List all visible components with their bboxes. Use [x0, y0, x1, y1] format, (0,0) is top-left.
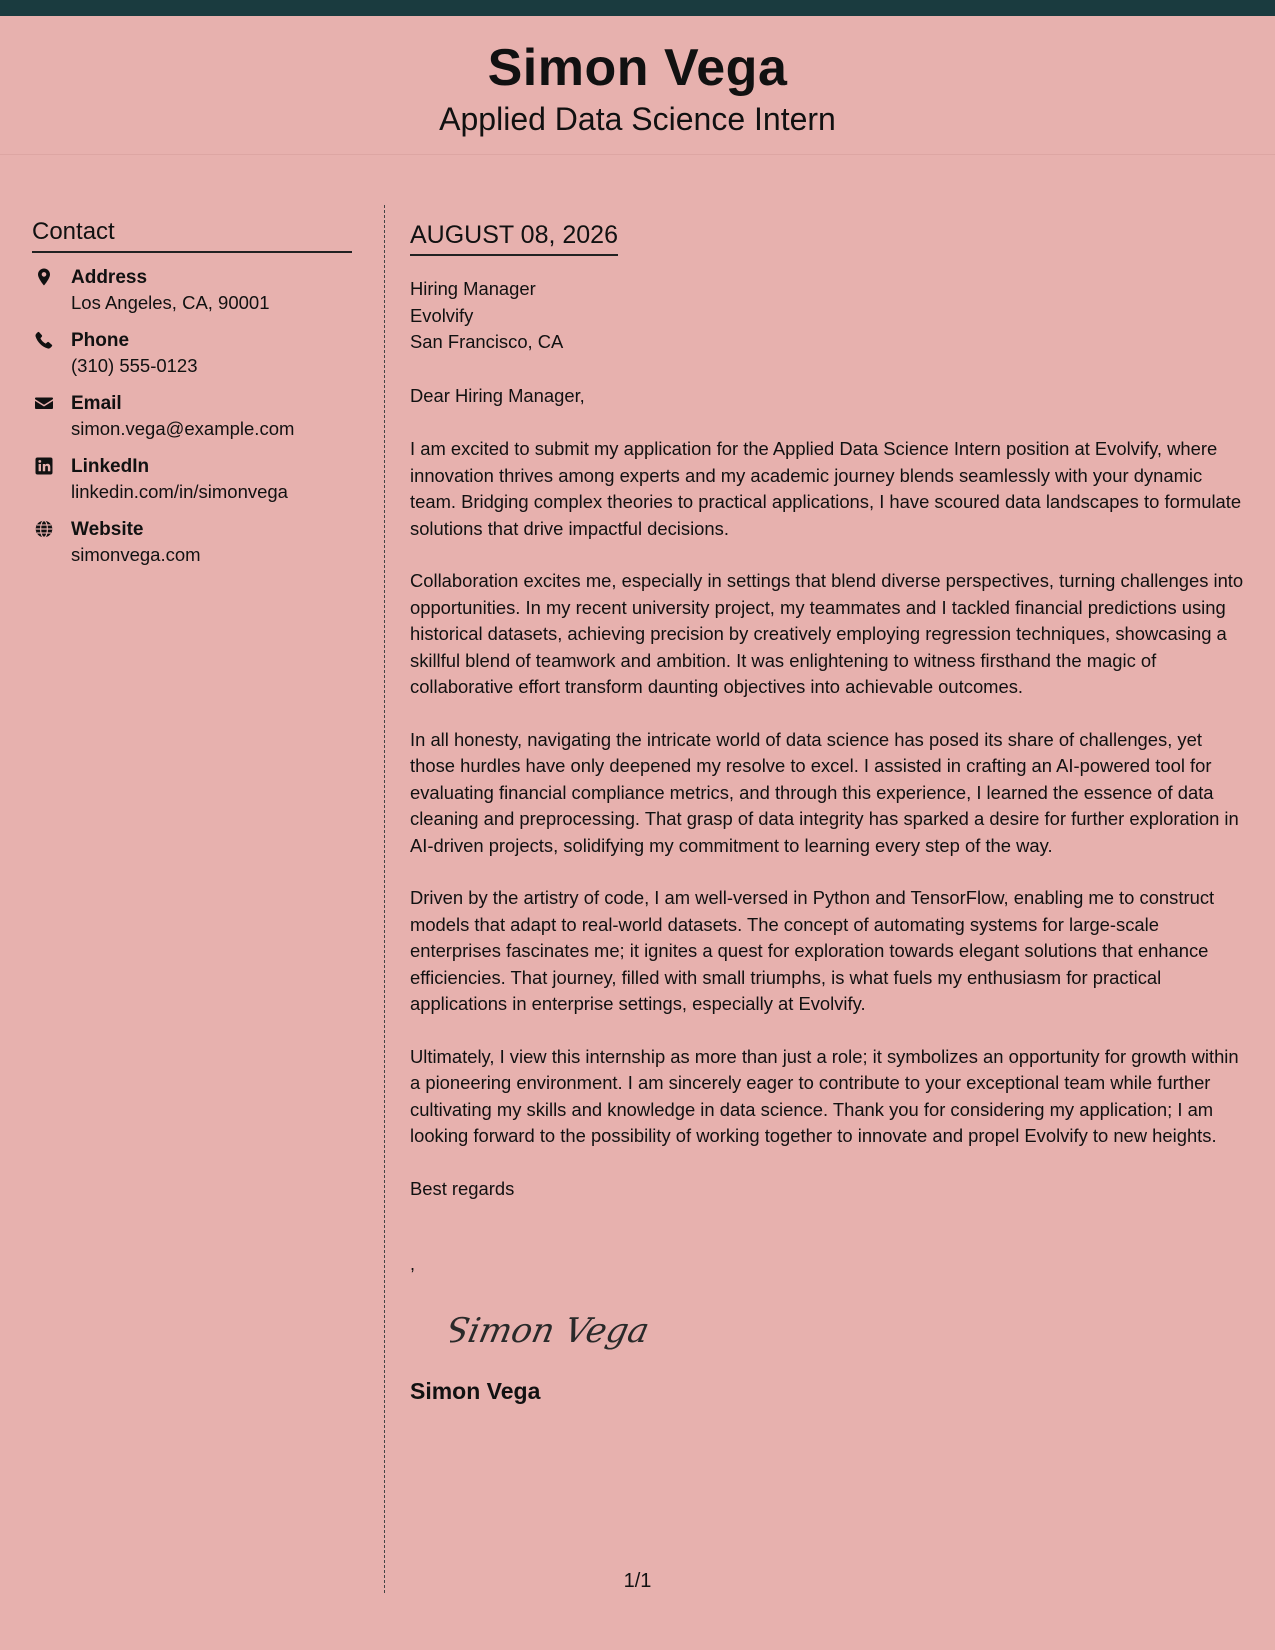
- contact-sidebar: [32, 218, 352, 580]
- letter-body: [410, 220, 1245, 1405]
- handwritten-signature: [450, 1300, 1245, 1360]
- recipient-block: [410, 276, 1245, 356]
- recipient-line: Hiring Manager: [410, 278, 536, 299]
- applicant-role: Applied Data Science Intern: [439, 101, 836, 137]
- applicant-name: Simon Vega: [487, 39, 788, 97]
- contact-value[interactable]: simon.vega@example.com: [71, 417, 295, 439]
- contact-item-linkedin: [32, 454, 352, 517]
- salutation: Dear Hiring Manager,: [410, 384, 585, 406]
- contact-item-address: [32, 265, 352, 328]
- contact-label: Phone: [71, 329, 130, 351]
- contact-label: LinkedIn: [71, 455, 150, 477]
- letter-paragraph: In all honesty, navigating the intricate world of data science has posed its share of challenges, yet those hurdles have only deepened my resolve to excel. I assisted in crafting an AI-powered tool for evaluating financial compliance metrics, and through this experience, I learned the essence of data cleaning and preprocessing. That grasp of data integrity has sparked a desire for further exploration in AI-driven projects, solidifying my commitment to learning every step of the way.: [410, 728, 1239, 856]
- contact-heading: Contact: [32, 218, 352, 253]
- contact-value: Los Angeles, CA, 90001: [71, 291, 270, 313]
- envelope-icon: [34, 393, 54, 413]
- contact-label: Email: [71, 392, 122, 414]
- contact-value: (310) 555-0123: [71, 354, 198, 376]
- globe-icon: [34, 519, 54, 539]
- letter-paragraph: Ultimately, I view this internship as more than just a role; it symbolizes an opportunity for growth within a pioneering environment. I am sincerely eager to contribute to your exceptional team while further cultivating my skills and knowledge in data science. Thank you for considering my application; I am looking forward to the possibility of working together to innovate and propel Evolvify to new heights.: [410, 1045, 1239, 1146]
- top-accent-bar: [0, 0, 1275, 16]
- contact-value[interactable]: simonvega.com: [71, 543, 201, 565]
- column-divider: [384, 205, 385, 1593]
- contact-item-website: [32, 517, 352, 580]
- contact-label: Address: [71, 266, 148, 288]
- linkedin-icon: [34, 456, 54, 476]
- letter-paragraph: I am excited to submit my application for the Applied Data Science Intern position at Evolvify, where innovation thrives among experts and my academic journey blends seamlessly with your dynamic team. Bridging complex theories to practical applications, I have scoured data landscapes to formulate solutions that drive impactful decisions.: [410, 438, 1242, 539]
- closing: Best regards: [410, 1177, 515, 1199]
- signature-glyphs: Simon Vega: [450, 1311, 650, 1351]
- phone-icon: [34, 330, 54, 350]
- closing-comma: ,: [410, 1254, 416, 1274]
- header: [0, 16, 1275, 155]
- contact-label: Website: [71, 518, 144, 540]
- recipient-line: San Francisco, CA: [410, 331, 564, 352]
- letter-date: AUGUST 08, 2026: [410, 220, 618, 256]
- signer-name: Simon Vega: [410, 1378, 541, 1404]
- recipient-line: Evolvify: [410, 304, 474, 326]
- map-pin-icon: [34, 267, 54, 287]
- contact-value[interactable]: linkedin.com/in/simonvega: [71, 480, 288, 502]
- contact-item-phone: [32, 328, 352, 391]
- page-number: 1/1: [623, 1570, 652, 1592]
- letter-paragraph: Collaboration excites me, especially in settings that blend diverse perspectives, turning challenges into opportunities. In my recent university project, my teammates and I tackled financial predictions using historical datasets, achieving precision by creatively employing regression techniques, showcasing a skillful blend of teamwork and ambition. It was enlightening to witness firsthand the magic of collaborative effort transform daunting objectives into achievable outcomes.: [410, 570, 1244, 697]
- letter-paragraph: Driven by the artistry of code, I am well-versed in Python and TensorFlow, enabling me to construct models that adapt to real-world datasets. The concept of automating systems for large-scale enterprises fascinates me; it ignites a quest for exploration towards elegant solutions that enhance efficiencies. That journey, filled with small triumphs, is what fuels my enthusiasm for practical applications in enterprise settings, especially at Evolvify.: [410, 887, 1215, 1014]
- contact-item-email: [32, 391, 352, 454]
